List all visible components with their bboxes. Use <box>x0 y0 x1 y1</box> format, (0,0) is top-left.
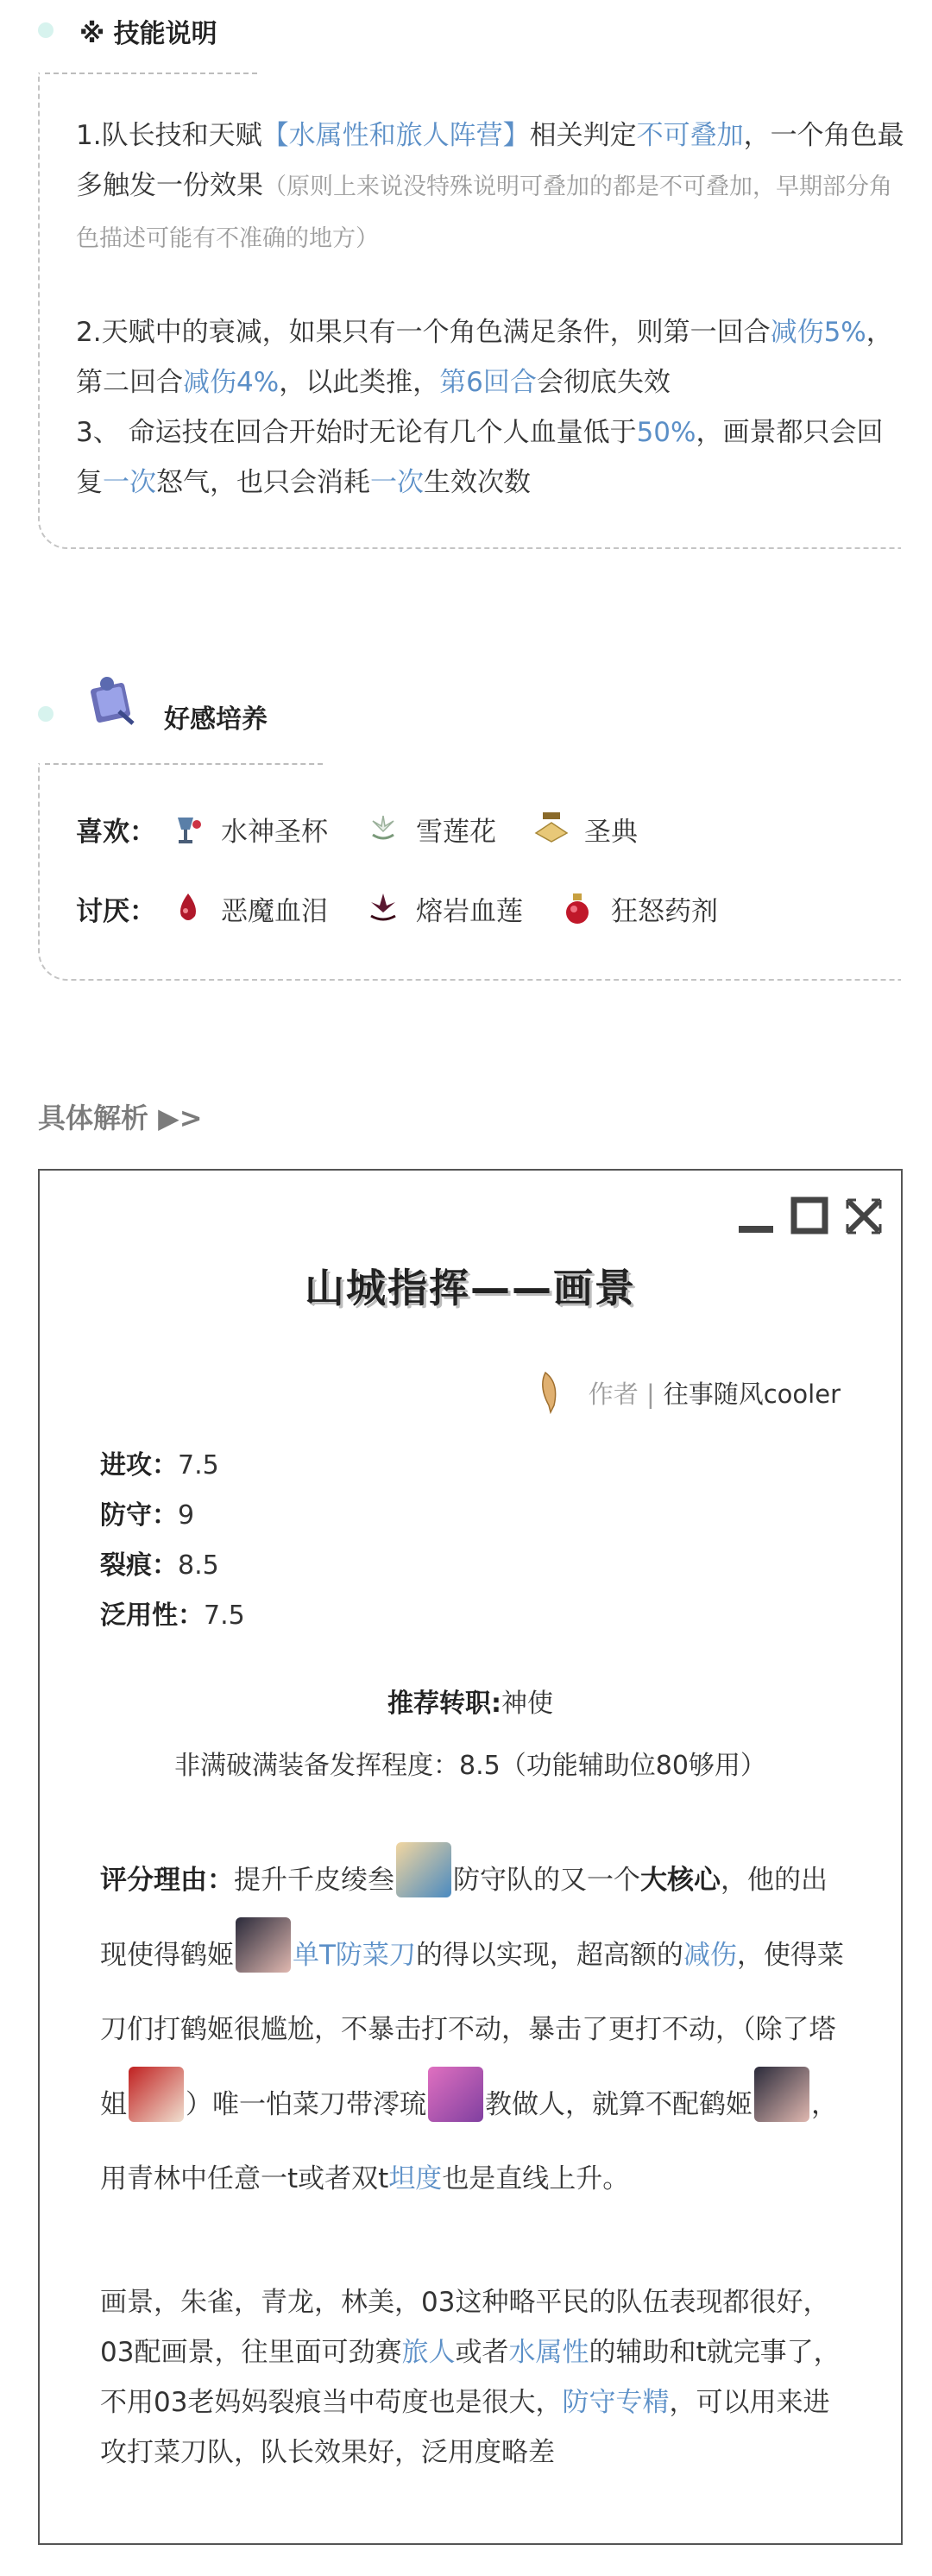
likes-row <box>76 810 676 849</box>
favor-box-border <box>38 763 901 981</box>
stat-defense: 防守：9 <box>100 1500 195 1531</box>
rage-potion-icon <box>561 892 595 926</box>
like-item: 雪莲花 <box>366 810 496 849</box>
dislike-item: 熔岩血莲 <box>366 889 523 928</box>
scripture-icon <box>534 812 569 847</box>
book-icon <box>86 673 138 727</box>
minimize-icon[interactable] <box>737 1196 777 1236</box>
author-line <box>535 1371 841 1414</box>
avatar-hejī <box>236 1917 291 1973</box>
chalice-icon <box>171 812 205 847</box>
analysis-window <box>38 1169 903 2545</box>
stat-versatility: 泛用性：7.5 <box>100 1601 245 1631</box>
dislike-item: 狂怒药剂 <box>561 889 718 928</box>
dislike-item: 恶魔血泪 <box>171 889 328 928</box>
avatar-lingliu <box>428 2067 483 2122</box>
recommend-line <box>40 1682 901 1720</box>
close-icon[interactable] <box>844 1196 884 1236</box>
reason-paragraph: 评分理由：提升千皮绫叁 防守队的又一个大核心，他的出现使得鹤姬 单T防菜刀的得以实现，超高额的减伤，使得菜刀们打鹤姬很尴尬，不暴击打不动，暴击了更打不动，（除了塔姐 ）唯一怕菜刀带澪琉 教做人，就算不配鹤姬 ，用青林中任意一t或者双t坦度也是直线上升。 <box>100 1842 851 2216</box>
like-label: 喜欢： <box>76 817 156 848</box>
favor-title: 好感培养 <box>164 704 268 735</box>
stat-rift: 裂痕：8.5 <box>100 1550 219 1581</box>
skill-section <box>38 0 904 552</box>
favor-section <box>0 673 932 984</box>
analysis-header[interactable]: 具体解析 ▶> <box>38 1102 203 1134</box>
avatar-qianpi <box>396 1842 451 1897</box>
author-label: 作者 | <box>588 1379 655 1409</box>
section-dot <box>38 706 54 722</box>
demon-tear-icon <box>171 892 205 926</box>
recommend-label: 推荐转职: <box>387 1689 501 1719</box>
skill-para-3: 3、 命运技在回合开始时无论有几个人血量低于50%，画景都只会回复一次怒气，也只会消耗一次生效次数 <box>76 417 884 498</box>
skill-para-1: 1.队长技和天赋【水属性和旅人阵营】相关判定不可叠加，一个角色最多触发一份效果（原则上来说没特殊说明可叠加的都是不可叠加，早期部分角色描述可能有不准确的地方） <box>76 120 904 252</box>
avatar-tajie <box>129 2067 184 2122</box>
card-title: 山城指挥——画景 <box>305 1265 636 1311</box>
author-name: 往事随风cooler <box>663 1379 841 1409</box>
skill-para-2: 2.天赋中的衰减，如果只有一个角色满足条件，则第一回合减伤5%，第二回合减伤4%，以此类推，第6回合会彻底失效 <box>76 317 893 398</box>
section-dot <box>38 22 54 38</box>
like-item: 水神圣杯 <box>171 810 328 849</box>
skill-title: ※ 技能说明 <box>79 19 217 49</box>
snow-lotus-icon <box>366 812 400 847</box>
team-paragraph: 画景，朱雀，青龙，林美，03这种略平民的队伍表现都很好，03配画景，往里面可劲赛旅人或者水属性的辅助和t就完事了，不用03老妈妈裂痕当中苟度也是很大，防守专精，可以用来进攻打菜刀队，队长效果好，泛用度略差 <box>100 2287 841 2468</box>
recommend-value: 神使 <box>501 1689 553 1719</box>
avatar-hejī <box>754 2067 809 2122</box>
dislike-label: 讨厌： <box>76 896 156 927</box>
like-item: 圣典 <box>534 810 638 849</box>
lava-lotus-icon <box>366 892 400 926</box>
stat-attack: 进攻：7.5 <box>100 1450 219 1481</box>
quill-icon <box>535 1371 570 1414</box>
gear-line: 非满破满装备发挥程度：8.5（功能辅助位80够用） <box>174 1751 766 1781</box>
dislikes-row <box>76 889 756 928</box>
maximize-icon[interactable] <box>790 1196 830 1236</box>
